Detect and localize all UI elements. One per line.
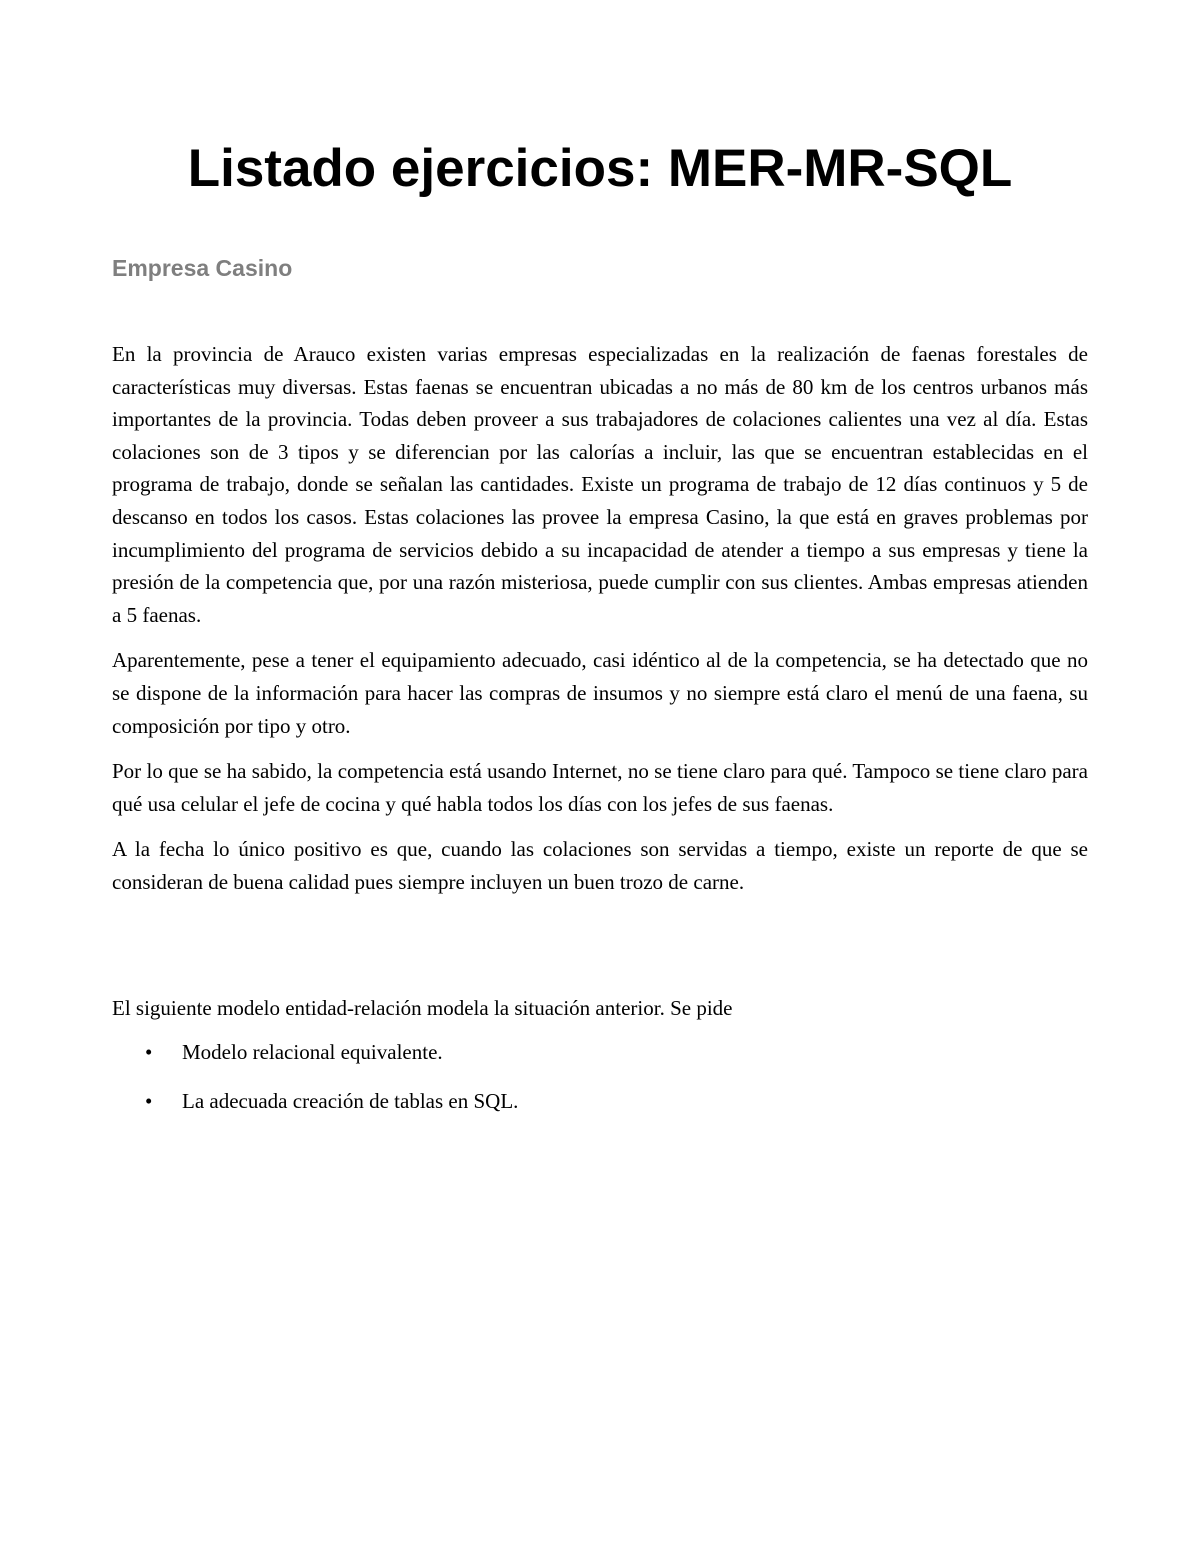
request-list bbox=[112, 1036, 1088, 1134]
bullet-icon: • bbox=[145, 1089, 153, 1113]
paragraph-intro: En la provincia de Arauco existen varias empresas especializadas en la realización de faenas forestales de características muy diversas. Estas faenas se encuentran ubicadas a no más de 80 km de los centros urbanos más importantes de la provincia. Todas deben proveer a sus trabajadores de colaciones calientes una vez al día. Estas colaciones son de 3 tipos y se diferencian por las calorías a incluir, las que se encuentran establecidas en el programa de trabajo, donde se señalan las cantidades. Existe un programa de trabajo de 12 días continuos y 5 de descanso en todos los casos. Estas colaciones las provee la empresa Casino, la que está en graves problemas por incumplimiento del programa de servicios debido a su incapacidad de atender a tiempo a sus empresas y tiene la presión de la competencia que, por una razón misteriosa, puede cumplir con sus clientes. Ambas empresas atienden a 5 faenas. bbox=[112, 342, 1088, 627]
paragraph-equipment: Aparentemente, pese a tener el equipamiento adecuado, casi idéntico al de la competencia, se ha detectado que no se dispone de la información para hacer las compras de insumos y no siempre está claro el menú de una faena, su composición por tipo y otro. bbox=[112, 648, 1088, 738]
list-item-text: La adecuada creación de tablas en SQL. bbox=[182, 1089, 519, 1113]
list-item bbox=[112, 1085, 1088, 1117]
section-heading: Empresa Casino bbox=[112, 255, 293, 281]
body-text bbox=[112, 338, 1088, 899]
request-intro: El siguiente modelo entidad-relación modela la situación anterior. Se pide bbox=[112, 996, 733, 1020]
list-item bbox=[112, 1036, 1088, 1068]
document-title: Listado ejercicios: MER-MR-SQL bbox=[187, 139, 1013, 198]
bullet-icon: • bbox=[145, 1040, 153, 1064]
list-item-text: Modelo relacional equivalente. bbox=[182, 1040, 443, 1064]
paragraph-competition: Por lo que se ha sabido, la competencia está usando Internet, no se tiene claro para qué. Tampoco se tiene claro para qué usa celular el jefe de cocina y qué habla todos los días con los jefes de sus faenas. bbox=[112, 759, 1088, 816]
paragraph-quality: A la fecha lo único positivo es que, cuando las colaciones son servidas a tiempo, existe un reporte de que se consideran de buena calidad pues siempre incluyen un buen trozo de carne. bbox=[112, 837, 1088, 894]
